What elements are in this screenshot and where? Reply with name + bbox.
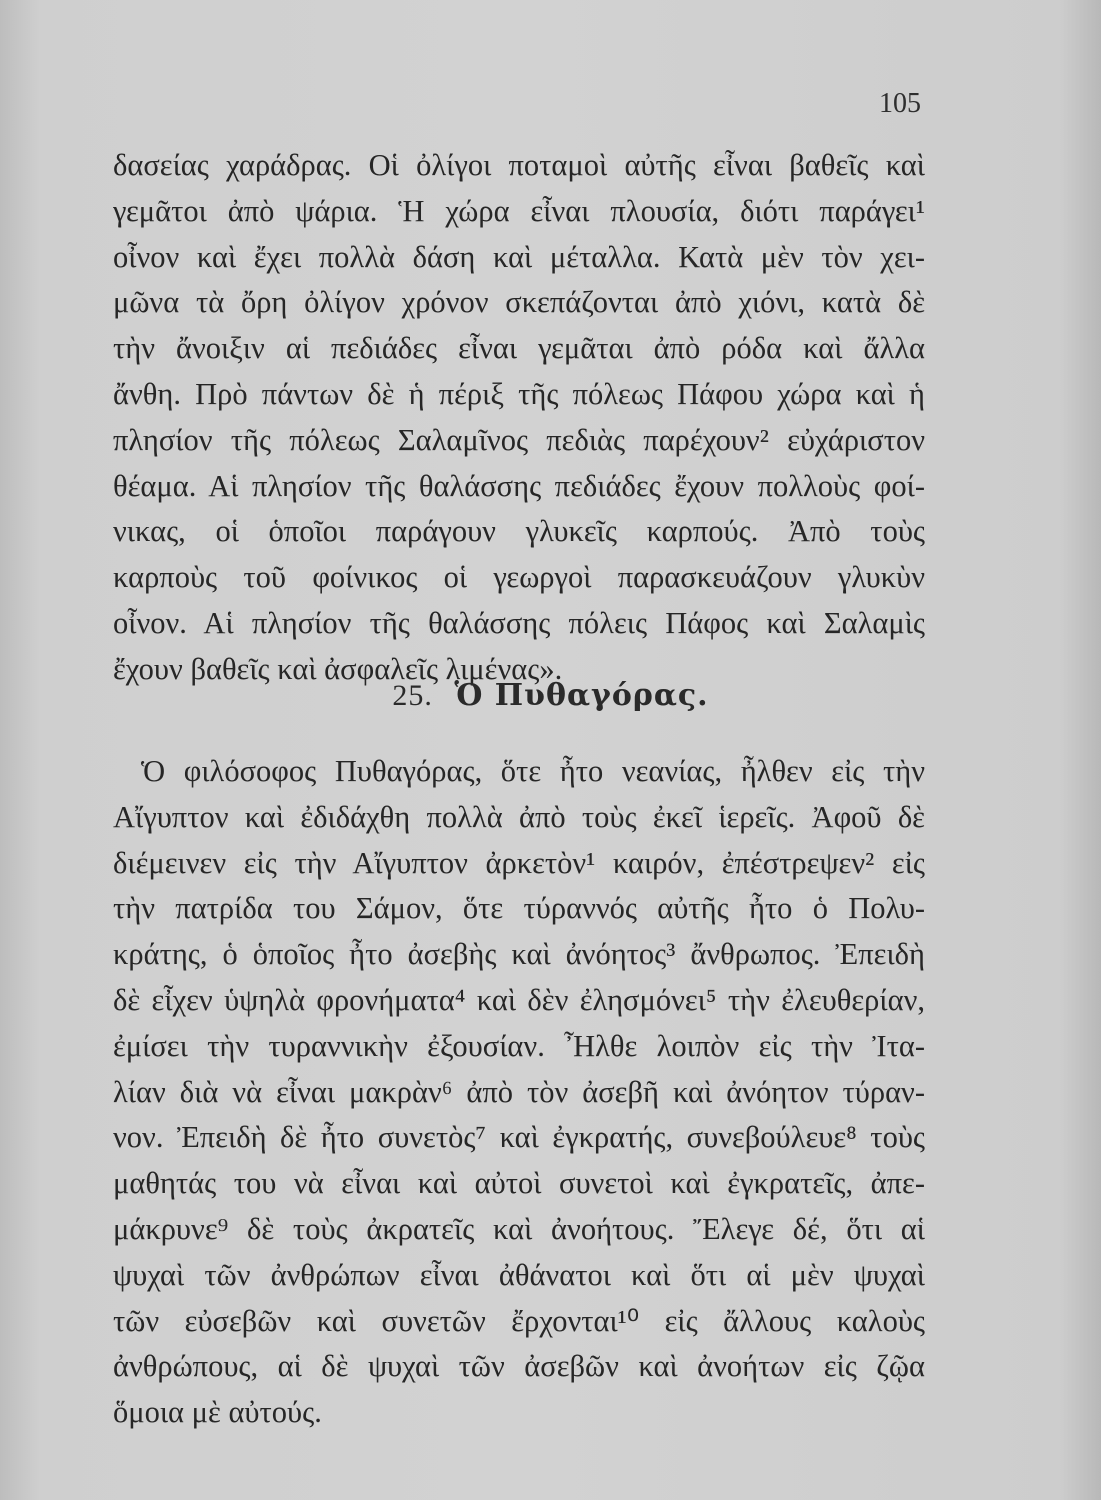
paragraph-top [113, 143, 925, 693]
text-line: νον. Ἐπειδὴ δὲ ἦτο συνετὸς⁷ καὶ ἐγκρατής, συνεβούλευε⁸ τοὺς [113, 1120, 925, 1155]
text-line: δασείας χαράδρας. Οἱ ὀλίγοι ποταμοὶ αὐτῆς εἶναι βαθεῖς καὶ [113, 148, 925, 182]
text-line: θέαμα. Αἱ πλησίον τῆς θαλάσσης πεδιάδες ἔχουν πολλοὺς φοί- [113, 468, 925, 503]
text-line: δὲ εἶχεν ὑψηλὰ φρονήματα⁴ καὶ δὲν ἐλησμόνει⁵ τὴν ἐλευθερίαν, [113, 982, 925, 1017]
text-line: τὴν πατρίδα του Σάμον, ὅτε τύραννός αὐτῆς ἦτο ὁ Πολυ- [113, 891, 925, 926]
text-line: μῶνα τὰ ὄρη ὀλίγον χρόνον σκεπάζονται ἀπὸ χιόνι, κατὰ δὲ [113, 285, 925, 320]
section-number: 25. [392, 679, 433, 712]
text-line: λίαν διὰ νὰ εἶναι μακρὰν⁶ ἀπὸ τὸν ἀσεβῆ καὶ ἀνόητον τύραν- [113, 1074, 925, 1109]
section-heading [0, 678, 1101, 713]
text-line: διέμεινεν εἰς τὴν Αἴγυπτον ἀρκετὸν¹ καιρόν, ἐπέστρεψεν² εἰς [113, 845, 925, 880]
text-line: μάκρυνε⁹ δὲ τοὺς ἀκρατεῖς καὶ ἀνοήτους. Ἔλεγε δέ, ὅτι αἱ [113, 1211, 925, 1246]
text-line: τὴν ἄνοιξιν αἱ πεδιάδες εἶναι γεμᾶται ἀπὸ ρόδα καὶ ἄλλα [113, 331, 925, 366]
text-line: ἀνθρώπους, αἱ δὲ ψυχαὶ τῶν ἀσεβῶν καὶ ἀνοήτων εἰς ζῷα [113, 1349, 925, 1384]
text-line: Αἴγυπτον καὶ ἐδιδάχθη πολλὰ ἀπὸ τοὺς ἐκεῖ ἱερεῖς. Ἀφοῦ δὲ [113, 799, 925, 834]
text-line: μαθητάς του νὰ εἶναι καὶ αὐτοὶ συνετοὶ καὶ ἐγκρατεῖς, ἀπε- [113, 1166, 925, 1201]
text-line: Ὁ φιλόσοφος Πυθαγόρας, ὅτε ἦτο νεανίας, ἦλθεν εἰς τὴν [141, 754, 925, 788]
text-line: νικας, οἱ ὁποῖοι παράγουν γλυκεῖς καρπούς. Ἀπὸ τοὺς [113, 514, 925, 549]
text-line: οἶνον. Αἱ πλησίον τῆς θαλάσσης πόλεις Πάφος καὶ Σαλαμὶς [113, 605, 925, 640]
text-line: γεμᾶτοι ἀπὸ ψάρια. Ἡ χώρα εἶναι πλουσία, διότι παράγει¹ [113, 193, 925, 228]
text-line: κράτης, ὁ ὁποῖος ἦτο ἀσεβὴς καὶ ἀνόητος³ ἄνθρωπος. Ἐπειδὴ [113, 937, 925, 972]
text-line: πλησίον τῆς πόλεως Σαλαμῖνος πεδιὰς παρέχουν² εὐχάριστον [113, 422, 925, 457]
text-line: καρποὺς τοῦ φοίνικος οἱ γεωργοὶ παρασκευάζουν γλυκὺν [113, 560, 925, 595]
page-number: 105 [879, 88, 921, 119]
text-line: οἶνον καὶ ἔχει πολλὰ δάση καὶ μέταλλα. Κατὰ μὲν τὸν χει- [113, 239, 925, 274]
text-line: τῶν εὐσεβῶν καὶ συνετῶν ἔρχονται¹⁰ εἰς ἄλλους καλοὺς [113, 1303, 925, 1338]
paragraph-bottom [113, 749, 925, 1436]
text-line: ἄνθη. Πρὸ πάντων δὲ ἡ πέριξ τῆς πόλεως Πάφου χώρα καὶ ἡ [113, 376, 925, 411]
text-line: ὅμοια μὲ αὐτούς. [113, 1395, 322, 1430]
text-line: ψυχαὶ τῶν ἀνθρώπων εἶναι ἀθάνατοι καὶ ὅτι αἱ μὲν ψυχαὶ [113, 1257, 925, 1292]
text-line: ἔχουν βαθεῖς καὶ ἀσφαλεῖς λιμένας». [113, 651, 563, 686]
section-title: Ὁ Πυθαγόρας. [454, 678, 709, 713]
text-line: ἐμίσει τὴν τυραννικὴν ἐξουσίαν. Ἦλθε λοιπὸν εἰς τὴν Ἰτα- [113, 1028, 925, 1063]
